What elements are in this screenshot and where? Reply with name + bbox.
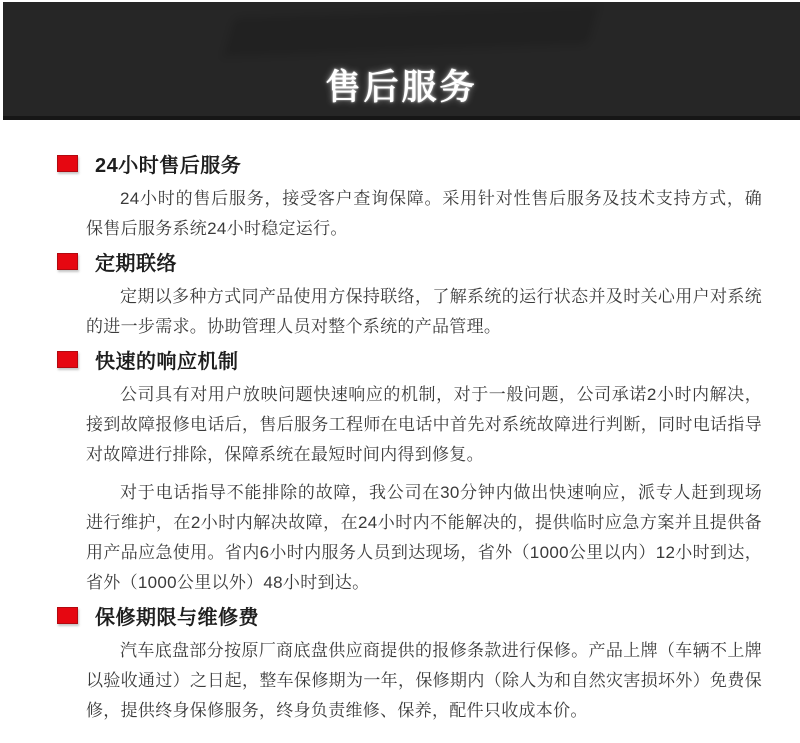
section-24h-service: [0, 150, 800, 244]
section-heading-row: [0, 248, 800, 274]
section-title: 定期联络: [95, 252, 177, 275]
red-square-bullet-icon: [57, 351, 78, 368]
watermark-smudge: [224, 6, 599, 57]
content-area: [0, 120, 800, 726]
paragraph: 汽车底盘部分按原厂商底盘供应商提供的报修条款进行保修。产品上牌（车辆不上牌以验收通过）之日起，整车保修期为一年，保修期内（除人为和自然灾害损坏外）免费保修，提供终身保修服务，终身负责维修、保养，配件只收成本价。: [86, 641, 762, 720]
paragraph: 24小时的售后服务，接受客户查询保障。采用针对性售后服务及技术支持方式，确保售后服务系统24小时稳定运行。: [86, 189, 762, 238]
page-title: 售后服务: [325, 68, 478, 107]
section-heading-row: [0, 150, 800, 176]
paragraph: 定期以多种方式同产品使用方保持联络，了解系统的运行状态并及时关心用户对系统的进一步需求。协助管理人员对整个系统的产品管理。: [86, 287, 762, 336]
section-heading-row: [0, 602, 800, 628]
section-warranty-fees: [0, 602, 800, 726]
paragraph: 对于电话指导不能排除的故障，我公司在30分钟内做出快速响应，派专人赶到现场进行维护，在2小时内解决故障，在24小时内不能解决的，提供临时应急方案并且提供备用产品应急使用。省内6小时内服务人员到达现场，省外（1000公里以内）12小时到达，省外（1000公里以外）48小时到达。: [86, 483, 762, 592]
page: [0, 2, 800, 743]
red-square-bullet-icon: [57, 155, 78, 172]
paragraph: 公司具有对用户放映问题快速响应的机制，对于一般问题，公司承诺2小时内解决，接到故障报修电话后，售后服务工程师在电话中首先对系统故障进行判断，同时电话指导对故障进行排除，保障系统在最短时间内得到修复。: [86, 385, 762, 464]
section-title: 保修期限与维修费: [95, 606, 259, 629]
section-heading-row: [0, 346, 800, 372]
section-regular-contact: [0, 248, 800, 342]
red-square-bullet-icon: [57, 253, 78, 270]
section-rapid-response: [0, 346, 800, 598]
red-square-bullet-icon: [57, 607, 78, 624]
section-title: 24小时售后服务: [95, 154, 242, 177]
section-title: 快速的响应机制: [95, 350, 239, 373]
header-banner: [3, 2, 800, 120]
